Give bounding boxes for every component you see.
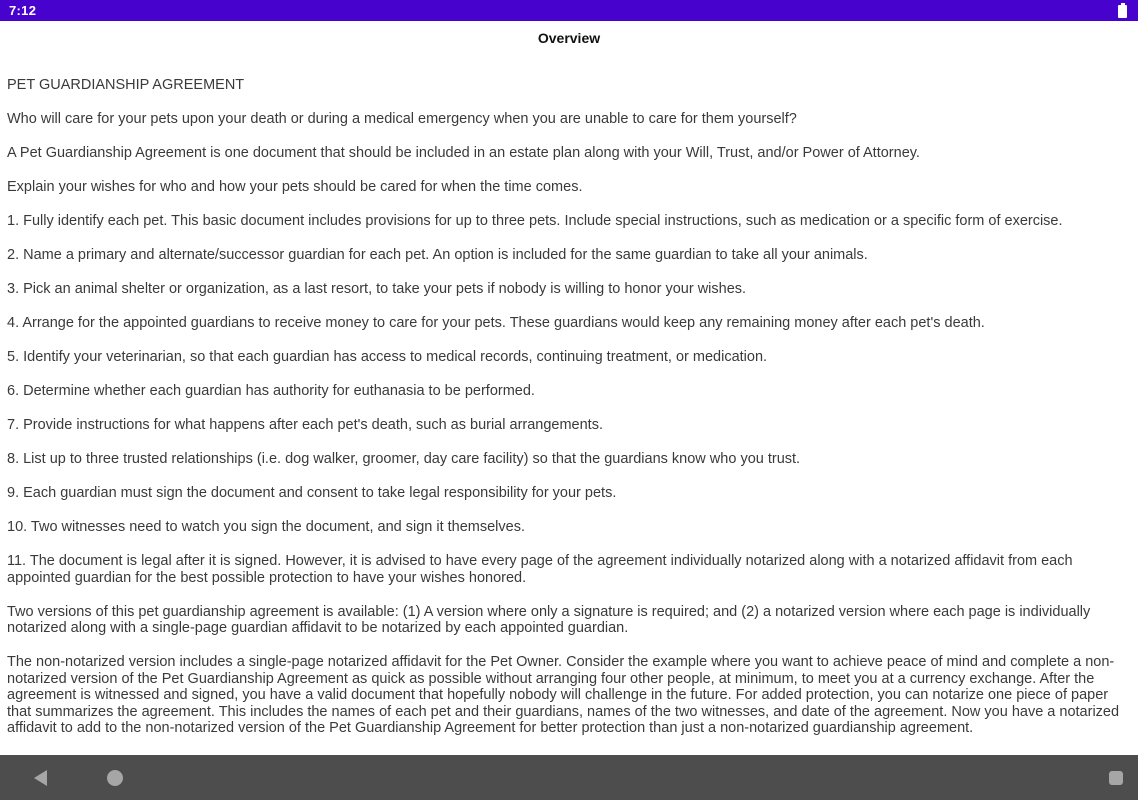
status-bar: [0, 0, 1138, 21]
paragraph: 3. Pick an animal shelter or organization, as a last resort, to take your pets if nobody is willing to honor your wishes.: [7, 281, 747, 297]
paragraph: 4. Arrange for the appointed guardians to receive money to care for your pets. These guardians would keep any remaining money after each pet's death.: [7, 315, 985, 331]
back-icon: [34, 770, 47, 786]
paragraph: 5. Identify your veterinarian, so that each guardian has access to medical records, continuing treatment, or medication.: [7, 349, 768, 365]
home-icon: [107, 770, 123, 786]
navigation-bar: [0, 755, 1138, 800]
home-button[interactable]: [80, 755, 150, 800]
paragraph: 9. Each guardian must sign the document and consent to take legal responsibility for your pets.: [7, 485, 617, 501]
battery-icon: [1118, 3, 1127, 18]
page-title: Overview: [537, 30, 601, 46]
recents-icon: [1109, 771, 1123, 785]
paragraph: 11. The document is legal after it is signed. However, it is advised to have every page of the agreement individually notarized along with a notarized affidavit from each appointed guardian for the best possible protection to have your wishes honored.: [7, 553, 1073, 586]
paragraph: 2. Name a primary and alternate/successor guardian for each pet. An option is included for the same guardian to take all your animals.: [7, 247, 868, 263]
paragraph: 6. Determine whether each guardian has authority for euthanasia to be performed.: [7, 383, 535, 399]
document-title: PET GUARDIANSHIP AGREEMENT: [7, 77, 245, 93]
paragraph: Explain your wishes for who and how your pets should be cared for when the time comes.: [7, 179, 583, 195]
recents-button[interactable]: [1096, 755, 1136, 800]
paragraph: 1. Fully identify each pet. This basic document includes provisions for up to three pets. Include special instructions, such as medication or a specific form of exercise.: [7, 213, 1063, 229]
paragraph: 10. Two witnesses need to watch you sign the document, and sign it themselves.: [7, 519, 525, 535]
battery-body: [1118, 5, 1127, 18]
status-bar-clock: 7:12: [9, 3, 37, 18]
back-button[interactable]: [0, 755, 80, 800]
app-bar: [0, 21, 1138, 55]
paragraph: Who will care for your pets upon your death or during a medical emergency when you are unable to care for them yourself?: [7, 111, 797, 127]
paragraph: 7. Provide instructions for what happens after each pet's death, such as burial arrangements.: [7, 417, 603, 433]
paragraph: 8. List up to three trusted relationships (i.e. dog walker, groomer, day care facility) so that the guardians know who you trust.: [7, 451, 801, 467]
paragraph: The non-notarized version includes a single-page notarized affidavit for the Pet Owner. Consider the example where you want to achieve peace of mind and complete a non-notarized version of the Pet Guardianship Agreement as quick as possible without arranging four other people, at minimum, to meet you at a currency exchange. After the agreement is witnessed and signed, you have a valid document that hopefully nobody will challenge in the future. For added protection, you can notarize one piece of paper that summarizes the agreement. This includes the names of each pet and their guardians, names of the two witnesses, and date of the agreement. Now you have a notarized affidavit to add to the non-notarized version of the Pet Guardianship Agreement for better protection than just a non-notarized guardianship agreement.: [7, 654, 1120, 736]
paragraph: Two versions of this pet guardianship agreement is available: (1) A version where only a signature is required; and (2) a notarized version where each page is individually notarized along with a single-page guardian affidavit to be notarized by each appointed guardian.: [7, 603, 1091, 636]
paragraph: A Pet Guardianship Agreement is one document that should be included in an estate plan along with your Will, Trust, and/or Power of Attorney.: [7, 145, 920, 161]
document-content[interactable]: [0, 55, 1138, 800]
